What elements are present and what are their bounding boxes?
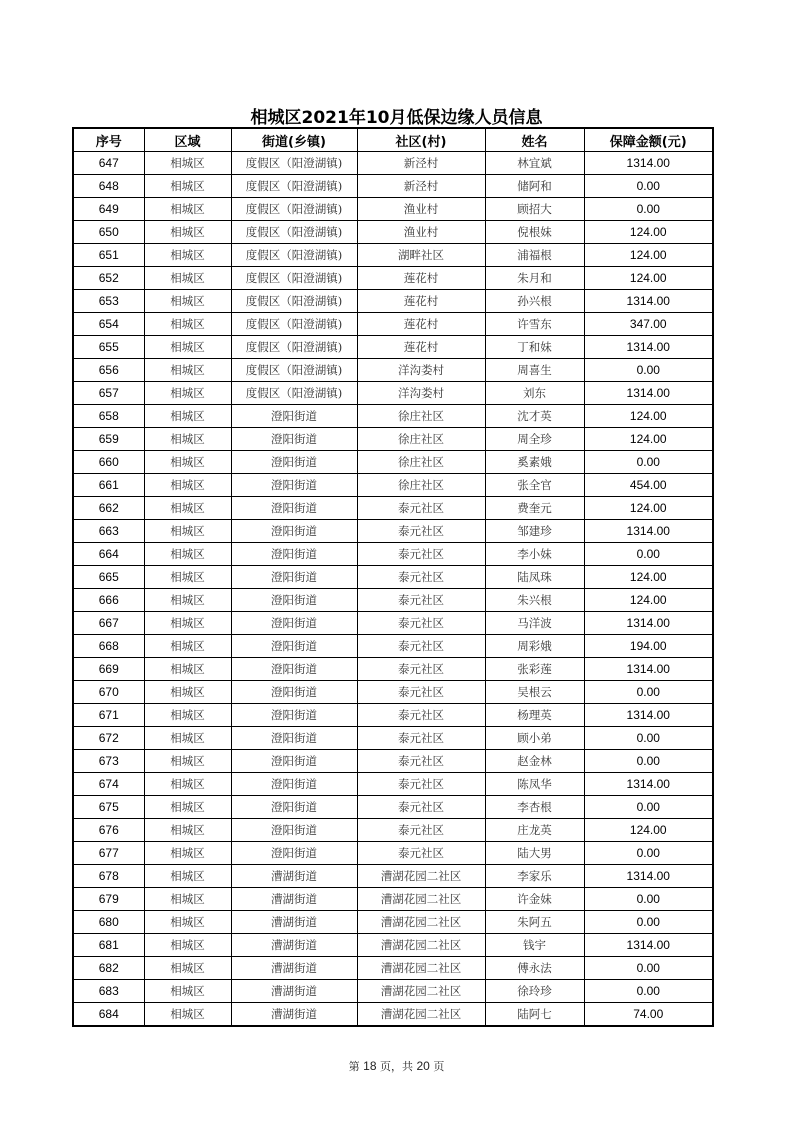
- cell-name: 沈才英: [485, 405, 584, 428]
- cell-street: 澄阳街道: [231, 474, 357, 497]
- cell-amount: 124.00: [584, 589, 713, 612]
- table-row: [73, 497, 713, 520]
- cell-name: 陈凤华: [485, 773, 584, 796]
- cell-name: 李家乐: [485, 865, 584, 888]
- cell-community: 漕湖花园二社区: [357, 980, 485, 1003]
- cell-district: 相城区: [144, 957, 231, 980]
- header-name: 姓名: [485, 128, 584, 152]
- cell-street: 度假区（阳澄湖镇): [231, 221, 357, 244]
- cell-community: 泰元社区: [357, 796, 485, 819]
- cell-street: 度假区（阳澄湖镇): [231, 336, 357, 359]
- cell-district: 相城区: [144, 819, 231, 842]
- cell-name: 马洋波: [485, 612, 584, 635]
- cell-amount: 124.00: [584, 819, 713, 842]
- table-row: [73, 175, 713, 198]
- cell-district: 相城区: [144, 359, 231, 382]
- cell-name: 孙兴根: [485, 290, 584, 313]
- cell-street: 澄阳街道: [231, 727, 357, 750]
- cell-community: 漕湖花园二社区: [357, 957, 485, 980]
- table-row: [73, 934, 713, 957]
- cell-index: 654: [73, 313, 144, 336]
- current-page: 18: [363, 1059, 377, 1073]
- table-row: [73, 520, 713, 543]
- cell-amount: 0.00: [584, 980, 713, 1003]
- table-row: [73, 566, 713, 589]
- cell-amount: 124.00: [584, 221, 713, 244]
- cell-index: 660: [73, 451, 144, 474]
- cell-community: 泰元社区: [357, 497, 485, 520]
- cell-index: 648: [73, 175, 144, 198]
- cell-street: 澄阳街道: [231, 658, 357, 681]
- cell-district: 相城区: [144, 911, 231, 934]
- cell-name: 李杏根: [485, 796, 584, 819]
- cell-amount: 0.00: [584, 198, 713, 221]
- cell-amount: 1314.00: [584, 336, 713, 359]
- cell-street: 度假区（阳澄湖镇): [231, 313, 357, 336]
- cell-community: 泰元社区: [357, 589, 485, 612]
- cell-street: 度假区（阳澄湖镇): [231, 359, 357, 382]
- cell-amount: 1314.00: [584, 612, 713, 635]
- cell-district: 相城区: [144, 635, 231, 658]
- cell-index: 678: [73, 865, 144, 888]
- cell-amount: 1314.00: [584, 658, 713, 681]
- header-community: 社区(村): [357, 128, 485, 152]
- cell-amount: 0.00: [584, 796, 713, 819]
- cell-district: 相城区: [144, 520, 231, 543]
- footer-middle: 页，共: [380, 1060, 413, 1073]
- table-row: [73, 635, 713, 658]
- table-row: [73, 221, 713, 244]
- cell-name: 庄龙英: [485, 819, 584, 842]
- cell-district: 相城区: [144, 267, 231, 290]
- cell-street: 度假区（阳澄湖镇): [231, 198, 357, 221]
- cell-index: 665: [73, 566, 144, 589]
- cell-community: 泰元社区: [357, 819, 485, 842]
- cell-community: 莲花村: [357, 267, 485, 290]
- cell-index: 683: [73, 980, 144, 1003]
- cell-district: 相城区: [144, 681, 231, 704]
- cell-district: 相城区: [144, 428, 231, 451]
- cell-district: 相城区: [144, 175, 231, 198]
- cell-community: 徐庄社区: [357, 405, 485, 428]
- cell-index: 681: [73, 934, 144, 957]
- cell-index: 671: [73, 704, 144, 727]
- cell-street: 漕湖街道: [231, 934, 357, 957]
- cell-amount: 1314.00: [584, 704, 713, 727]
- cell-community: 漕湖花园二社区: [357, 911, 485, 934]
- cell-community: 湖畔社区: [357, 244, 485, 267]
- cell-amount: 74.00: [584, 1003, 713, 1027]
- cell-community: 泰元社区: [357, 704, 485, 727]
- cell-name: 许雪东: [485, 313, 584, 336]
- cell-street: 度假区（阳澄湖镇): [231, 267, 357, 290]
- cell-amount: 124.00: [584, 497, 713, 520]
- cell-district: 相城区: [144, 244, 231, 267]
- cell-amount: 0.00: [584, 750, 713, 773]
- cell-amount: 194.00: [584, 635, 713, 658]
- cell-community: 渔业村: [357, 198, 485, 221]
- table-row: [73, 750, 713, 773]
- cell-name: 张全官: [485, 474, 584, 497]
- cell-community: 漕湖花园二社区: [357, 888, 485, 911]
- table-row: [73, 290, 713, 313]
- cell-name: 朱月和: [485, 267, 584, 290]
- cell-street: 澄阳街道: [231, 635, 357, 658]
- cell-community: 徐庄社区: [357, 428, 485, 451]
- table-row: [73, 428, 713, 451]
- table-row: [73, 589, 713, 612]
- cell-street: 度假区（阳澄湖镇): [231, 290, 357, 313]
- cell-street: 澄阳街道: [231, 819, 357, 842]
- cell-amount: 0.00: [584, 681, 713, 704]
- cell-name: 陆凤珠: [485, 566, 584, 589]
- cell-index: 651: [73, 244, 144, 267]
- cell-name: 顾小弟: [485, 727, 584, 750]
- cell-index: 656: [73, 359, 144, 382]
- table-row: [73, 359, 713, 382]
- cell-name: 许金妹: [485, 888, 584, 911]
- cell-community: 徐庄社区: [357, 451, 485, 474]
- cell-name: 傅永法: [485, 957, 584, 980]
- cell-index: 668: [73, 635, 144, 658]
- cell-street: 澄阳街道: [231, 681, 357, 704]
- cell-district: 相城区: [144, 336, 231, 359]
- table-row: [73, 612, 713, 635]
- table-row: [73, 267, 713, 290]
- cell-name: 费奎元: [485, 497, 584, 520]
- footer-prefix: 第: [348, 1060, 360, 1073]
- cell-index: 673: [73, 750, 144, 773]
- cell-district: 相城区: [144, 934, 231, 957]
- cell-index: 664: [73, 543, 144, 566]
- cell-community: 泰元社区: [357, 520, 485, 543]
- cell-name: 朱阿五: [485, 911, 584, 934]
- cell-district: 相城区: [144, 658, 231, 681]
- cell-community: 泰元社区: [357, 681, 485, 704]
- table-row: [73, 704, 713, 727]
- cell-amount: 1314.00: [584, 865, 713, 888]
- cell-community: 泰元社区: [357, 635, 485, 658]
- table-row: [73, 313, 713, 336]
- table-row: [73, 658, 713, 681]
- cell-index: 676: [73, 819, 144, 842]
- cell-district: 相城区: [144, 750, 231, 773]
- table-row: [73, 1003, 713, 1027]
- cell-community: 泰元社区: [357, 658, 485, 681]
- cell-street: 澄阳街道: [231, 773, 357, 796]
- table-row: [73, 451, 713, 474]
- cell-name: 赵金林: [485, 750, 584, 773]
- table-row: [73, 543, 713, 566]
- cell-district: 相城区: [144, 842, 231, 865]
- cell-district: 相城区: [144, 796, 231, 819]
- cell-index: 672: [73, 727, 144, 750]
- header-index: 序号: [73, 128, 144, 152]
- cell-district: 相城区: [144, 290, 231, 313]
- cell-amount: 0.00: [584, 175, 713, 198]
- cell-name: 丁和妹: [485, 336, 584, 359]
- table-row: [73, 198, 713, 221]
- cell-amount: 0.00: [584, 911, 713, 934]
- cell-name: 吴根云: [485, 681, 584, 704]
- table-row: [73, 980, 713, 1003]
- cell-amount: 124.00: [584, 405, 713, 428]
- cell-street: 澄阳街道: [231, 405, 357, 428]
- cell-index: 649: [73, 198, 144, 221]
- cell-district: 相城区: [144, 451, 231, 474]
- cell-name: 林宜斌: [485, 152, 584, 175]
- cell-street: 漕湖街道: [231, 888, 357, 911]
- cell-district: 相城区: [144, 1003, 231, 1027]
- cell-amount: 0.00: [584, 888, 713, 911]
- cell-district: 相城区: [144, 589, 231, 612]
- cell-index: 655: [73, 336, 144, 359]
- cell-street: 澄阳街道: [231, 451, 357, 474]
- cell-street: 澄阳街道: [231, 842, 357, 865]
- cell-amount: 1314.00: [584, 773, 713, 796]
- cell-community: 泰元社区: [357, 727, 485, 750]
- cell-street: 度假区（阳澄湖镇): [231, 382, 357, 405]
- cell-index: 680: [73, 911, 144, 934]
- data-table: [72, 127, 714, 1027]
- cell-district: 相城区: [144, 865, 231, 888]
- cell-amount: 347.00: [584, 313, 713, 336]
- cell-name: 陆阿七: [485, 1003, 584, 1027]
- cell-amount: 1314.00: [584, 290, 713, 313]
- cell-amount: 0.00: [584, 543, 713, 566]
- cell-index: 657: [73, 382, 144, 405]
- cell-index: 675: [73, 796, 144, 819]
- cell-district: 相城区: [144, 773, 231, 796]
- cell-amount: 1314.00: [584, 152, 713, 175]
- cell-street: 澄阳街道: [231, 497, 357, 520]
- cell-name: 顾招大: [485, 198, 584, 221]
- cell-name: 朱兴根: [485, 589, 584, 612]
- table-row: [73, 382, 713, 405]
- cell-amount: 0.00: [584, 359, 713, 382]
- cell-community: 泰元社区: [357, 773, 485, 796]
- cell-index: 658: [73, 405, 144, 428]
- table-row: [73, 152, 713, 175]
- cell-amount: 0.00: [584, 957, 713, 980]
- cell-index: 669: [73, 658, 144, 681]
- cell-community: 莲花村: [357, 290, 485, 313]
- cell-community: 漕湖花园二社区: [357, 934, 485, 957]
- cell-district: 相城区: [144, 152, 231, 175]
- cell-name: 倪根妹: [485, 221, 584, 244]
- cell-street: 澄阳街道: [231, 520, 357, 543]
- cell-community: 莲花村: [357, 336, 485, 359]
- cell-index: 667: [73, 612, 144, 635]
- cell-street: 澄阳街道: [231, 543, 357, 566]
- cell-community: 泰元社区: [357, 842, 485, 865]
- cell-name: 陆大男: [485, 842, 584, 865]
- cell-district: 相城区: [144, 198, 231, 221]
- page-footer: [0, 1058, 793, 1074]
- cell-index: 663: [73, 520, 144, 543]
- cell-district: 相城区: [144, 221, 231, 244]
- header-amount: 保障金额(元): [584, 128, 713, 152]
- cell-street: 度假区（阳澄湖镇): [231, 175, 357, 198]
- cell-name: 张彩莲: [485, 658, 584, 681]
- cell-name: 储阿和: [485, 175, 584, 198]
- cell-community: 莲花村: [357, 313, 485, 336]
- cell-index: 652: [73, 267, 144, 290]
- cell-community: 漕湖花园二社区: [357, 1003, 485, 1027]
- cell-name: 周全珍: [485, 428, 584, 451]
- header-district: 区域: [144, 128, 231, 152]
- cell-community: 泰元社区: [357, 566, 485, 589]
- cell-street: 漕湖街道: [231, 1003, 357, 1027]
- cell-street: 澄阳街道: [231, 612, 357, 635]
- total-pages: 20: [416, 1059, 430, 1073]
- cell-district: 相城区: [144, 888, 231, 911]
- cell-index: 661: [73, 474, 144, 497]
- cell-district: 相城区: [144, 474, 231, 497]
- cell-name: 浦福根: [485, 244, 584, 267]
- cell-community: 洋沟娄村: [357, 359, 485, 382]
- cell-street: 漕湖街道: [231, 957, 357, 980]
- cell-index: 684: [73, 1003, 144, 1027]
- cell-index: 653: [73, 290, 144, 313]
- cell-amount: 1314.00: [584, 382, 713, 405]
- cell-district: 相城区: [144, 566, 231, 589]
- cell-amount: 0.00: [584, 842, 713, 865]
- cell-district: 相城区: [144, 704, 231, 727]
- cell-community: 洋沟娄村: [357, 382, 485, 405]
- cell-amount: 124.00: [584, 244, 713, 267]
- cell-amount: 124.00: [584, 566, 713, 589]
- cell-district: 相城区: [144, 497, 231, 520]
- cell-index: 670: [73, 681, 144, 704]
- cell-street: 澄阳街道: [231, 428, 357, 451]
- cell-community: 漕湖花园二社区: [357, 865, 485, 888]
- cell-district: 相城区: [144, 980, 231, 1003]
- cell-name: 钱宇: [485, 934, 584, 957]
- table-row: [73, 405, 713, 428]
- cell-index: 650: [73, 221, 144, 244]
- table-row: [73, 911, 713, 934]
- cell-name: 周喜生: [485, 359, 584, 382]
- cell-street: 漕湖街道: [231, 980, 357, 1003]
- header-street: 街道(乡镇): [231, 128, 357, 152]
- cell-name: 杨理英: [485, 704, 584, 727]
- cell-street: 澄阳街道: [231, 750, 357, 773]
- cell-district: 相城区: [144, 727, 231, 750]
- cell-community: 泰元社区: [357, 612, 485, 635]
- cell-name: 李小妹: [485, 543, 584, 566]
- cell-district: 相城区: [144, 405, 231, 428]
- cell-amount: 1314.00: [584, 934, 713, 957]
- cell-street: 漕湖街道: [231, 911, 357, 934]
- table-row: [73, 819, 713, 842]
- cell-street: 澄阳街道: [231, 796, 357, 819]
- cell-community: 徐庄社区: [357, 474, 485, 497]
- cell-street: 度假区（阳澄湖镇): [231, 244, 357, 267]
- cell-amount: 0.00: [584, 727, 713, 750]
- table-row: [73, 888, 713, 911]
- cell-amount: 124.00: [584, 267, 713, 290]
- cell-district: 相城区: [144, 612, 231, 635]
- table-row: [73, 336, 713, 359]
- cell-amount: 454.00: [584, 474, 713, 497]
- cell-street: 澄阳街道: [231, 704, 357, 727]
- table-row: [73, 773, 713, 796]
- table-row: [73, 957, 713, 980]
- header-row: [73, 128, 713, 152]
- cell-community: 渔业村: [357, 221, 485, 244]
- table-row: [73, 796, 713, 819]
- table-row: [73, 474, 713, 497]
- cell-street: 度假区（阳澄湖镇): [231, 152, 357, 175]
- cell-index: 679: [73, 888, 144, 911]
- table-row: [73, 842, 713, 865]
- document-title: 相城区2021年10月低保边缘人员信息: [250, 108, 543, 128]
- table-row: [73, 244, 713, 267]
- cell-street: 漕湖街道: [231, 865, 357, 888]
- cell-name: 徐玲珍: [485, 980, 584, 1003]
- cell-index: 682: [73, 957, 144, 980]
- cell-amount: 124.00: [584, 428, 713, 451]
- cell-community: 新泾村: [357, 175, 485, 198]
- table-row: [73, 681, 713, 704]
- table-row: [73, 727, 713, 750]
- cell-index: 666: [73, 589, 144, 612]
- cell-district: 相城区: [144, 543, 231, 566]
- cell-street: 澄阳街道: [231, 566, 357, 589]
- cell-district: 相城区: [144, 313, 231, 336]
- cell-index: 647: [73, 152, 144, 175]
- cell-name: 奚素娥: [485, 451, 584, 474]
- cell-name: 刘东: [485, 382, 584, 405]
- cell-name: 邹建珍: [485, 520, 584, 543]
- cell-name: 周彩娥: [485, 635, 584, 658]
- table-row: [73, 865, 713, 888]
- cell-index: 677: [73, 842, 144, 865]
- cell-district: 相城区: [144, 382, 231, 405]
- cell-index: 659: [73, 428, 144, 451]
- cell-street: 澄阳街道: [231, 589, 357, 612]
- cell-index: 674: [73, 773, 144, 796]
- cell-community: 新泾村: [357, 152, 485, 175]
- cell-community: 泰元社区: [357, 750, 485, 773]
- table-body: [73, 152, 713, 1027]
- cell-amount: 1314.00: [584, 520, 713, 543]
- cell-amount: 0.00: [584, 451, 713, 474]
- footer-suffix: 页: [433, 1060, 445, 1073]
- cell-index: 662: [73, 497, 144, 520]
- cell-community: 泰元社区: [357, 543, 485, 566]
